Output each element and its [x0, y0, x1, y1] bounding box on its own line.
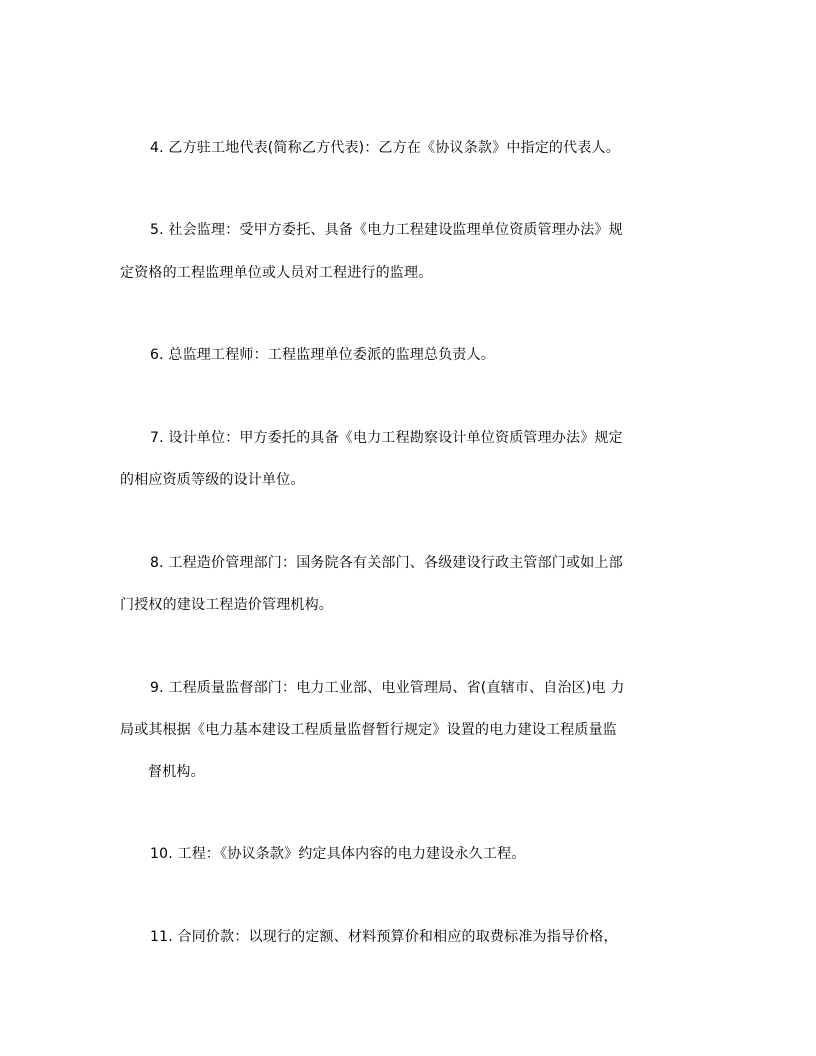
- paragraph-9-line-2: 局或其根据《电力基本建设工程质量监督暂行规定》设置的电力建设工程质量监: [120, 722, 617, 738]
- paragraph-11-line-1: 11. 合同价款：以现行的定额、材料预算价和相应的取费标准为指导价格，: [150, 929, 618, 945]
- paragraph-4-line-1: 4. 乙方驻工地代表(简称乙方代表)：乙方在《协议条款》中指定的代表人。: [150, 140, 620, 156]
- paragraph-8-line-2: 门授权的建设工程造价管理机构。: [120, 597, 333, 613]
- paragraph-9-line-3: 督机构。: [148, 764, 205, 780]
- paragraph-5-line-2: 定资格的工程监理单位或人员对工程进行的监理。: [120, 265, 433, 281]
- paragraph-7-line-2: 的相应资质等级的设计单位。: [120, 472, 305, 488]
- paragraph-9-line-1: 9. 工程质量监督部门：电力工业部、电业管理局、省(直辖市、自治区)电 力: [150, 680, 625, 696]
- paragraph-6-line-1: 6. 总监理工程师：工程监理单位委派的监理总负责人。: [150, 347, 496, 363]
- paragraph-8-line-1: 8. 工程造价管理部门：国务院各有关部门、各级建设行政主管部门或如上部: [150, 555, 623, 571]
- paragraph-7-line-1: 7. 设计单位：甲方委托的具备《电力工程勘察设计单位资质管理办法》规定: [150, 430, 623, 446]
- paragraph-5-line-1: 5. 社会监理：受甲方委托、具备《电力工程建设监理单位资质管理办法》规: [150, 222, 623, 238]
- paragraph-10-line-1: 10. 工程：《协议条款》约定具体内容的电力建设永久工程。: [150, 846, 526, 862]
